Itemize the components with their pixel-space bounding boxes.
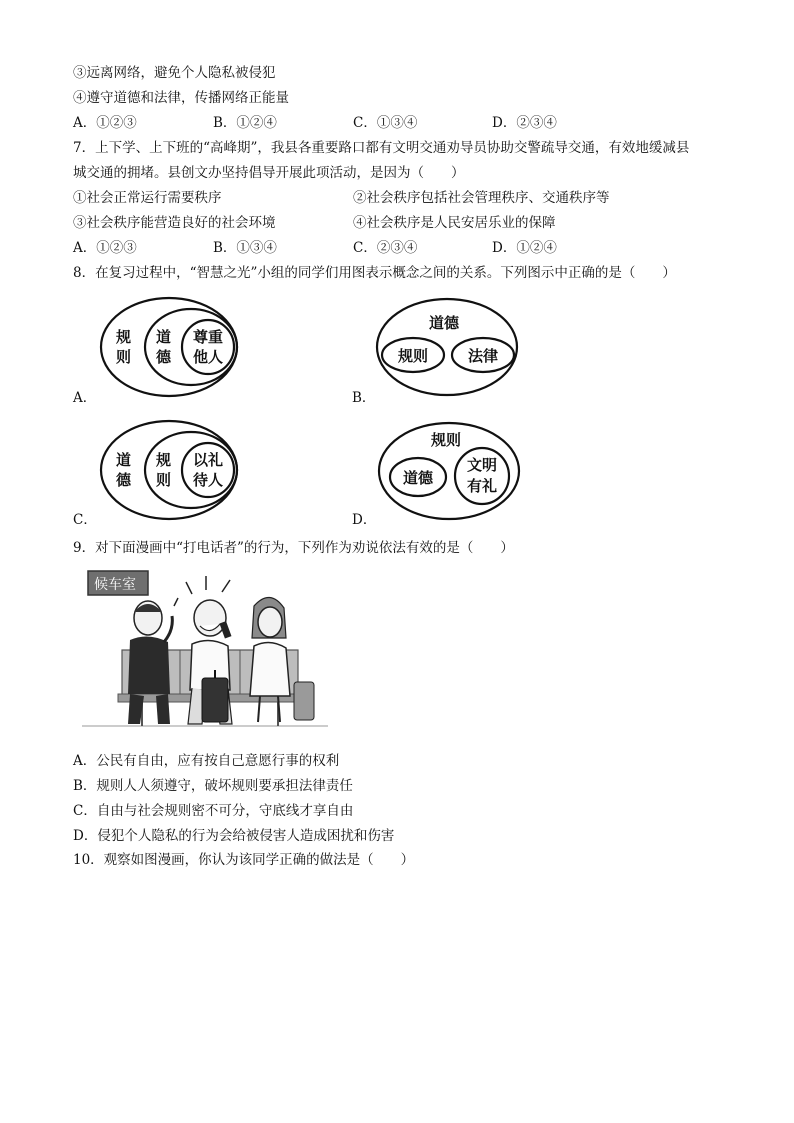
q8-option-b-label[interactable]: B． xyxy=(352,390,376,406)
q9-option-c[interactable]: C．自由与社会规则密不可分，守底线才享自由 xyxy=(73,803,354,819)
luggage-icon xyxy=(294,682,314,720)
q7-option-d[interactable]: D．①②④ xyxy=(492,240,557,256)
outer-label: 道德 xyxy=(429,314,460,332)
outer-label-1: 规 xyxy=(116,328,132,346)
inner-label-2: 他人 xyxy=(193,348,224,366)
q7-option-c[interactable]: C．②③④ xyxy=(353,240,418,256)
q10-stem: 10．观察如图漫画，你认为该同学正确的做法是（ ） xyxy=(73,852,415,868)
middle-ellipse xyxy=(145,309,237,385)
outer-label-2: 德 xyxy=(116,471,132,489)
q6-option-b[interactable]: B．①②④ xyxy=(213,115,277,131)
middle-label-1: 规 xyxy=(156,451,172,469)
middle-label-2: 德 xyxy=(156,348,172,366)
right-label-2: 有礼 xyxy=(467,477,498,495)
inner-label-1: 以礼 xyxy=(193,451,224,469)
q7-statement-2: ②社会秩序包括社会管理秩序、交通秩序等 xyxy=(353,190,610,206)
q9-stem: 9．对下面漫画中“打电话者”的行为，下列作为劝说依法有效的是（ ） xyxy=(73,540,514,556)
q6-option-a[interactable]: A．①②③ xyxy=(73,115,137,131)
suitcase-icon xyxy=(202,678,228,722)
outer-label: 规则 xyxy=(431,431,462,449)
q7-statement-3: ③社会秩序能营造良好的社会环境 xyxy=(73,215,276,231)
middle-ellipse xyxy=(145,432,237,508)
middle-label-1: 道 xyxy=(156,328,172,346)
waiting-room-cartoon xyxy=(82,566,328,738)
q7-option-a[interactable]: A．①②③ xyxy=(73,240,137,256)
annoyed-woman-right xyxy=(250,597,314,722)
q6-option-c[interactable]: C．①③④ xyxy=(353,115,418,131)
inner-label-2: 待人 xyxy=(193,471,224,489)
left-label: 道德 xyxy=(403,469,434,487)
q8-diagram-b[interactable] xyxy=(374,296,524,400)
right-label: 法律 xyxy=(468,347,499,365)
q7-stem-line-1: 7．上下学、上下班的“高峰期”，我县各重要路口都有文明交通劝导员协助交警疏导交通，有效地缓减县 xyxy=(73,140,690,156)
q9-option-d[interactable]: D．侵犯个人隐私的行为会给被侵害人造成困扰和伤害 xyxy=(73,828,395,844)
man-talking-on-phone xyxy=(186,576,232,724)
q9-option-b[interactable]: B．规则人人须遵守，破坏规则要承担法律责任 xyxy=(73,778,353,794)
q7-stem-line-2: 城交通的拥堵。县创文办坚持倡导开展此项活动，是因为（ ） xyxy=(73,165,465,181)
q6-statement-4: ④遵守道德和法律，传播网络正能量 xyxy=(73,90,289,106)
q6-statement-3: ③远离网络，避免个人隐私被侵犯 xyxy=(73,65,276,81)
q7-statement-4: ④社会秩序是人民安居乐业的保障 xyxy=(353,215,556,231)
left-label: 规则 xyxy=(398,347,429,365)
q6-option-d[interactable]: D．②③④ xyxy=(492,115,557,131)
outer-label-2: 则 xyxy=(116,348,132,366)
right-label-1: 文明 xyxy=(467,456,498,474)
q8-option-a-label[interactable]: A． xyxy=(73,390,97,406)
waiting-room-sign-text: 候车室 xyxy=(94,577,136,593)
q8-stem: 8．在复习过程中，“智慧之光”小组的同学们用图表示概念之间的关系。下列图示中正确的是（ ） xyxy=(73,265,676,281)
q8-option-d-label[interactable]: D． xyxy=(352,512,377,528)
middle-label-2: 则 xyxy=(156,471,172,489)
inner-label-1: 尊重 xyxy=(193,328,224,346)
q8-diagram-a[interactable] xyxy=(98,295,248,400)
q8-diagram-d[interactable] xyxy=(376,419,526,523)
q7-statement-1: ①社会正常运行需要秩序 xyxy=(73,190,222,206)
outer-label-1: 道 xyxy=(116,451,132,469)
q9-option-a[interactable]: A．公民有自由，应有按自己意愿行事的权利 xyxy=(73,753,340,769)
q8-diagram-c[interactable] xyxy=(98,418,248,523)
q7-option-b[interactable]: B．①③④ xyxy=(213,240,277,256)
q8-option-c-label[interactable]: C． xyxy=(73,512,97,528)
